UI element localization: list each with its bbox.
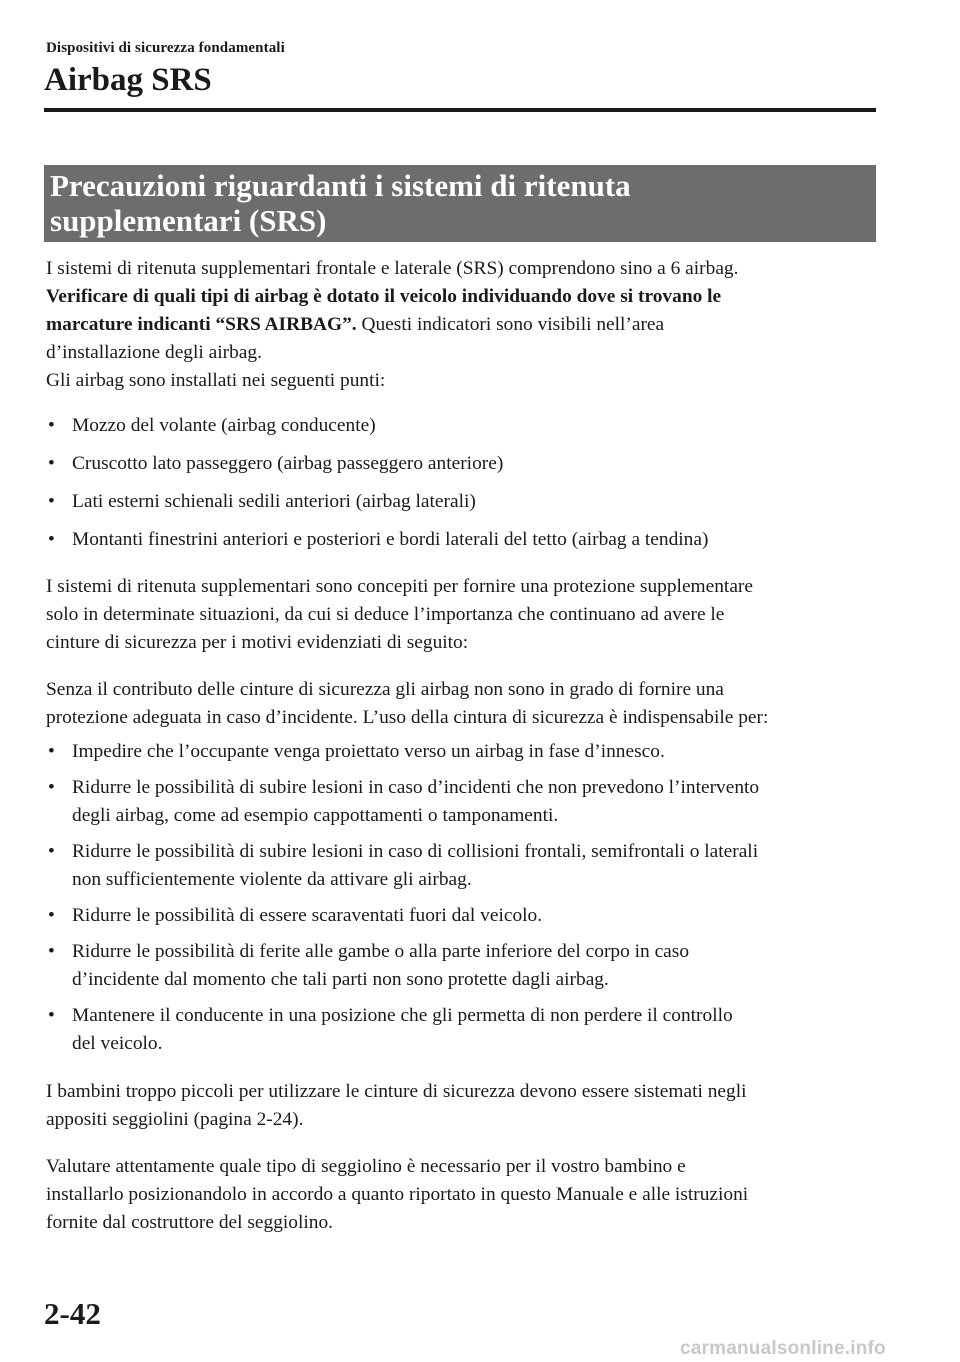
list-item bbox=[46, 738, 878, 766]
intro-line: d’installazione degli airbag. bbox=[46, 342, 262, 363]
child-seat-paragraph bbox=[46, 1153, 878, 1237]
header-divider bbox=[44, 108, 876, 112]
list-item-text: Ridurre le possibilità di subire lesioni in caso di collisioni frontali, semifrontali o laterali bbox=[72, 841, 759, 862]
list-item bbox=[46, 526, 878, 554]
list-item-text: d’incidente dal momento che tali parti non sono protette dagli airbag. bbox=[72, 969, 609, 990]
list-item-text: Ridurre le possibilità di ferite alle gambe o alla parte inferiore del corpo in caso bbox=[72, 941, 690, 962]
airbag-locations-list bbox=[46, 412, 878, 554]
paragraph-line: appositi seggiolini (pagina 2-24). bbox=[46, 1109, 304, 1130]
list-item bbox=[46, 1002, 878, 1058]
list-item-text: Mozzo del volante (airbag conducente) bbox=[72, 415, 376, 436]
bullet-icon: • bbox=[48, 453, 55, 474]
list-item-text: degli airbag, come ad esempio cappottamenti o tamponamenti. bbox=[72, 805, 559, 826]
bullet-icon: • bbox=[48, 1005, 55, 1026]
intro-bold-line: Verificare di quali tipi di airbag è dotato il veicolo individuando dove si trovano le bbox=[46, 286, 722, 307]
intro-line: Gli airbag sono installati nei seguenti punti: bbox=[46, 370, 386, 391]
list-item bbox=[46, 838, 878, 894]
section-heading-line2: supplementari (SRS) bbox=[50, 203, 327, 238]
bullet-icon: • bbox=[48, 415, 55, 436]
list-item-text: Lati esterni schienali sedili anteriori (airbag laterali) bbox=[72, 491, 476, 512]
list-item bbox=[46, 488, 878, 516]
seatbelt-reasons-list bbox=[46, 738, 878, 1058]
spacer bbox=[46, 395, 878, 412]
intro-mixed-line bbox=[46, 311, 878, 339]
paragraph-line: Senza il contributo delle cinture di sicurezza gli airbag non sono in grado di fornire una bbox=[46, 679, 724, 700]
section-heading bbox=[44, 165, 876, 242]
bullet-icon: • bbox=[48, 841, 55, 862]
body-content bbox=[46, 255, 878, 1237]
spacer bbox=[46, 1066, 878, 1078]
paragraph-line: protezione adeguata in caso d’incidente. L’uso della cintura di sicurezza è indispensabile per: bbox=[46, 707, 769, 728]
page-title: Airbag SRS bbox=[44, 62, 212, 98]
chapter-label: Dispositivi di sicurezza fondamentali bbox=[46, 40, 285, 56]
paragraph-line: Valutare attentamente quale tipo di seggiolino è necessario per il vostro bambino e bbox=[46, 1156, 686, 1177]
list-item-text: Impedire che l’occupante venga proiettato verso un airbag in fase d’innesco. bbox=[72, 741, 665, 762]
list-item bbox=[46, 774, 878, 830]
list-item-text: Ridurre le possibilità di essere scaraventati fuori dal veicolo. bbox=[72, 905, 543, 926]
page-number: 2-42 bbox=[44, 1296, 101, 1331]
purpose-paragraph bbox=[46, 573, 878, 657]
intro-paragraph bbox=[46, 255, 878, 395]
list-item-text: del veicolo. bbox=[72, 1033, 163, 1054]
bullet-icon: • bbox=[48, 741, 55, 762]
paragraph-line: I bambini troppo piccoli per utilizzare le cinture di sicurezza devono essere sistemati negli bbox=[46, 1081, 747, 1102]
watermark: carmanualsonline.info bbox=[680, 1338, 886, 1359]
list-item-text: non sufficientemente violente da attivare gli airbag. bbox=[72, 869, 472, 890]
list-item-text: Ridurre le possibilità di subire lesioni in caso d’incidenti che non prevedono l’intervento bbox=[72, 777, 760, 798]
paragraph-line: solo in determinate situazioni, da cui si deduce l’importanza che continuano ad avere le bbox=[46, 604, 725, 625]
list-item bbox=[46, 450, 878, 478]
bullet-icon: • bbox=[48, 777, 55, 798]
seatbelt-paragraph bbox=[46, 676, 878, 732]
bullet-icon: • bbox=[48, 941, 55, 962]
intro-line: I sistemi di ritenuta supplementari frontale e laterale (SRS) comprendono sino a 6 airbag. bbox=[46, 258, 739, 279]
paragraph-line: fornite dal costruttore del seggiolino. bbox=[46, 1212, 334, 1233]
list-item-text: Mantenere il conducente in una posizione che gli permetta di non perdere il controllo bbox=[72, 1005, 733, 1026]
list-item-text: Montanti finestrini anteriori e posteriori e bordi laterali del tetto (airbag a tendina) bbox=[72, 529, 709, 550]
bullet-icon: • bbox=[48, 491, 55, 512]
paragraph-line: installarlo posizionandolo in accordo a quanto riportato in questo Manuale e alle istruzioni bbox=[46, 1184, 749, 1205]
list-item bbox=[46, 412, 878, 440]
list-item-text: Cruscotto lato passeggero (airbag passeggero anteriore) bbox=[72, 453, 504, 474]
paragraph-line: cinture di sicurezza per i motivi evidenziati di seguito: bbox=[46, 632, 469, 653]
intro-tail-text: Questi indicatori sono visibili nell’area bbox=[356, 314, 665, 335]
bullet-icon: • bbox=[48, 905, 55, 926]
spacer bbox=[46, 1134, 878, 1153]
spacer bbox=[46, 564, 878, 573]
intro-bold-text: marcature indicanti “SRS AIRBAG”. bbox=[46, 314, 357, 335]
spacer bbox=[46, 657, 878, 676]
bullet-icon: • bbox=[48, 529, 55, 550]
list-item bbox=[46, 902, 878, 930]
list-item bbox=[46, 938, 878, 994]
paragraph-line: I sistemi di ritenuta supplementari sono concepiti per fornire una protezione supplementare bbox=[46, 576, 753, 597]
section-heading-line1: Precauzioni riguardanti i sistemi di ritenuta bbox=[50, 168, 631, 203]
children-paragraph bbox=[46, 1078, 878, 1134]
